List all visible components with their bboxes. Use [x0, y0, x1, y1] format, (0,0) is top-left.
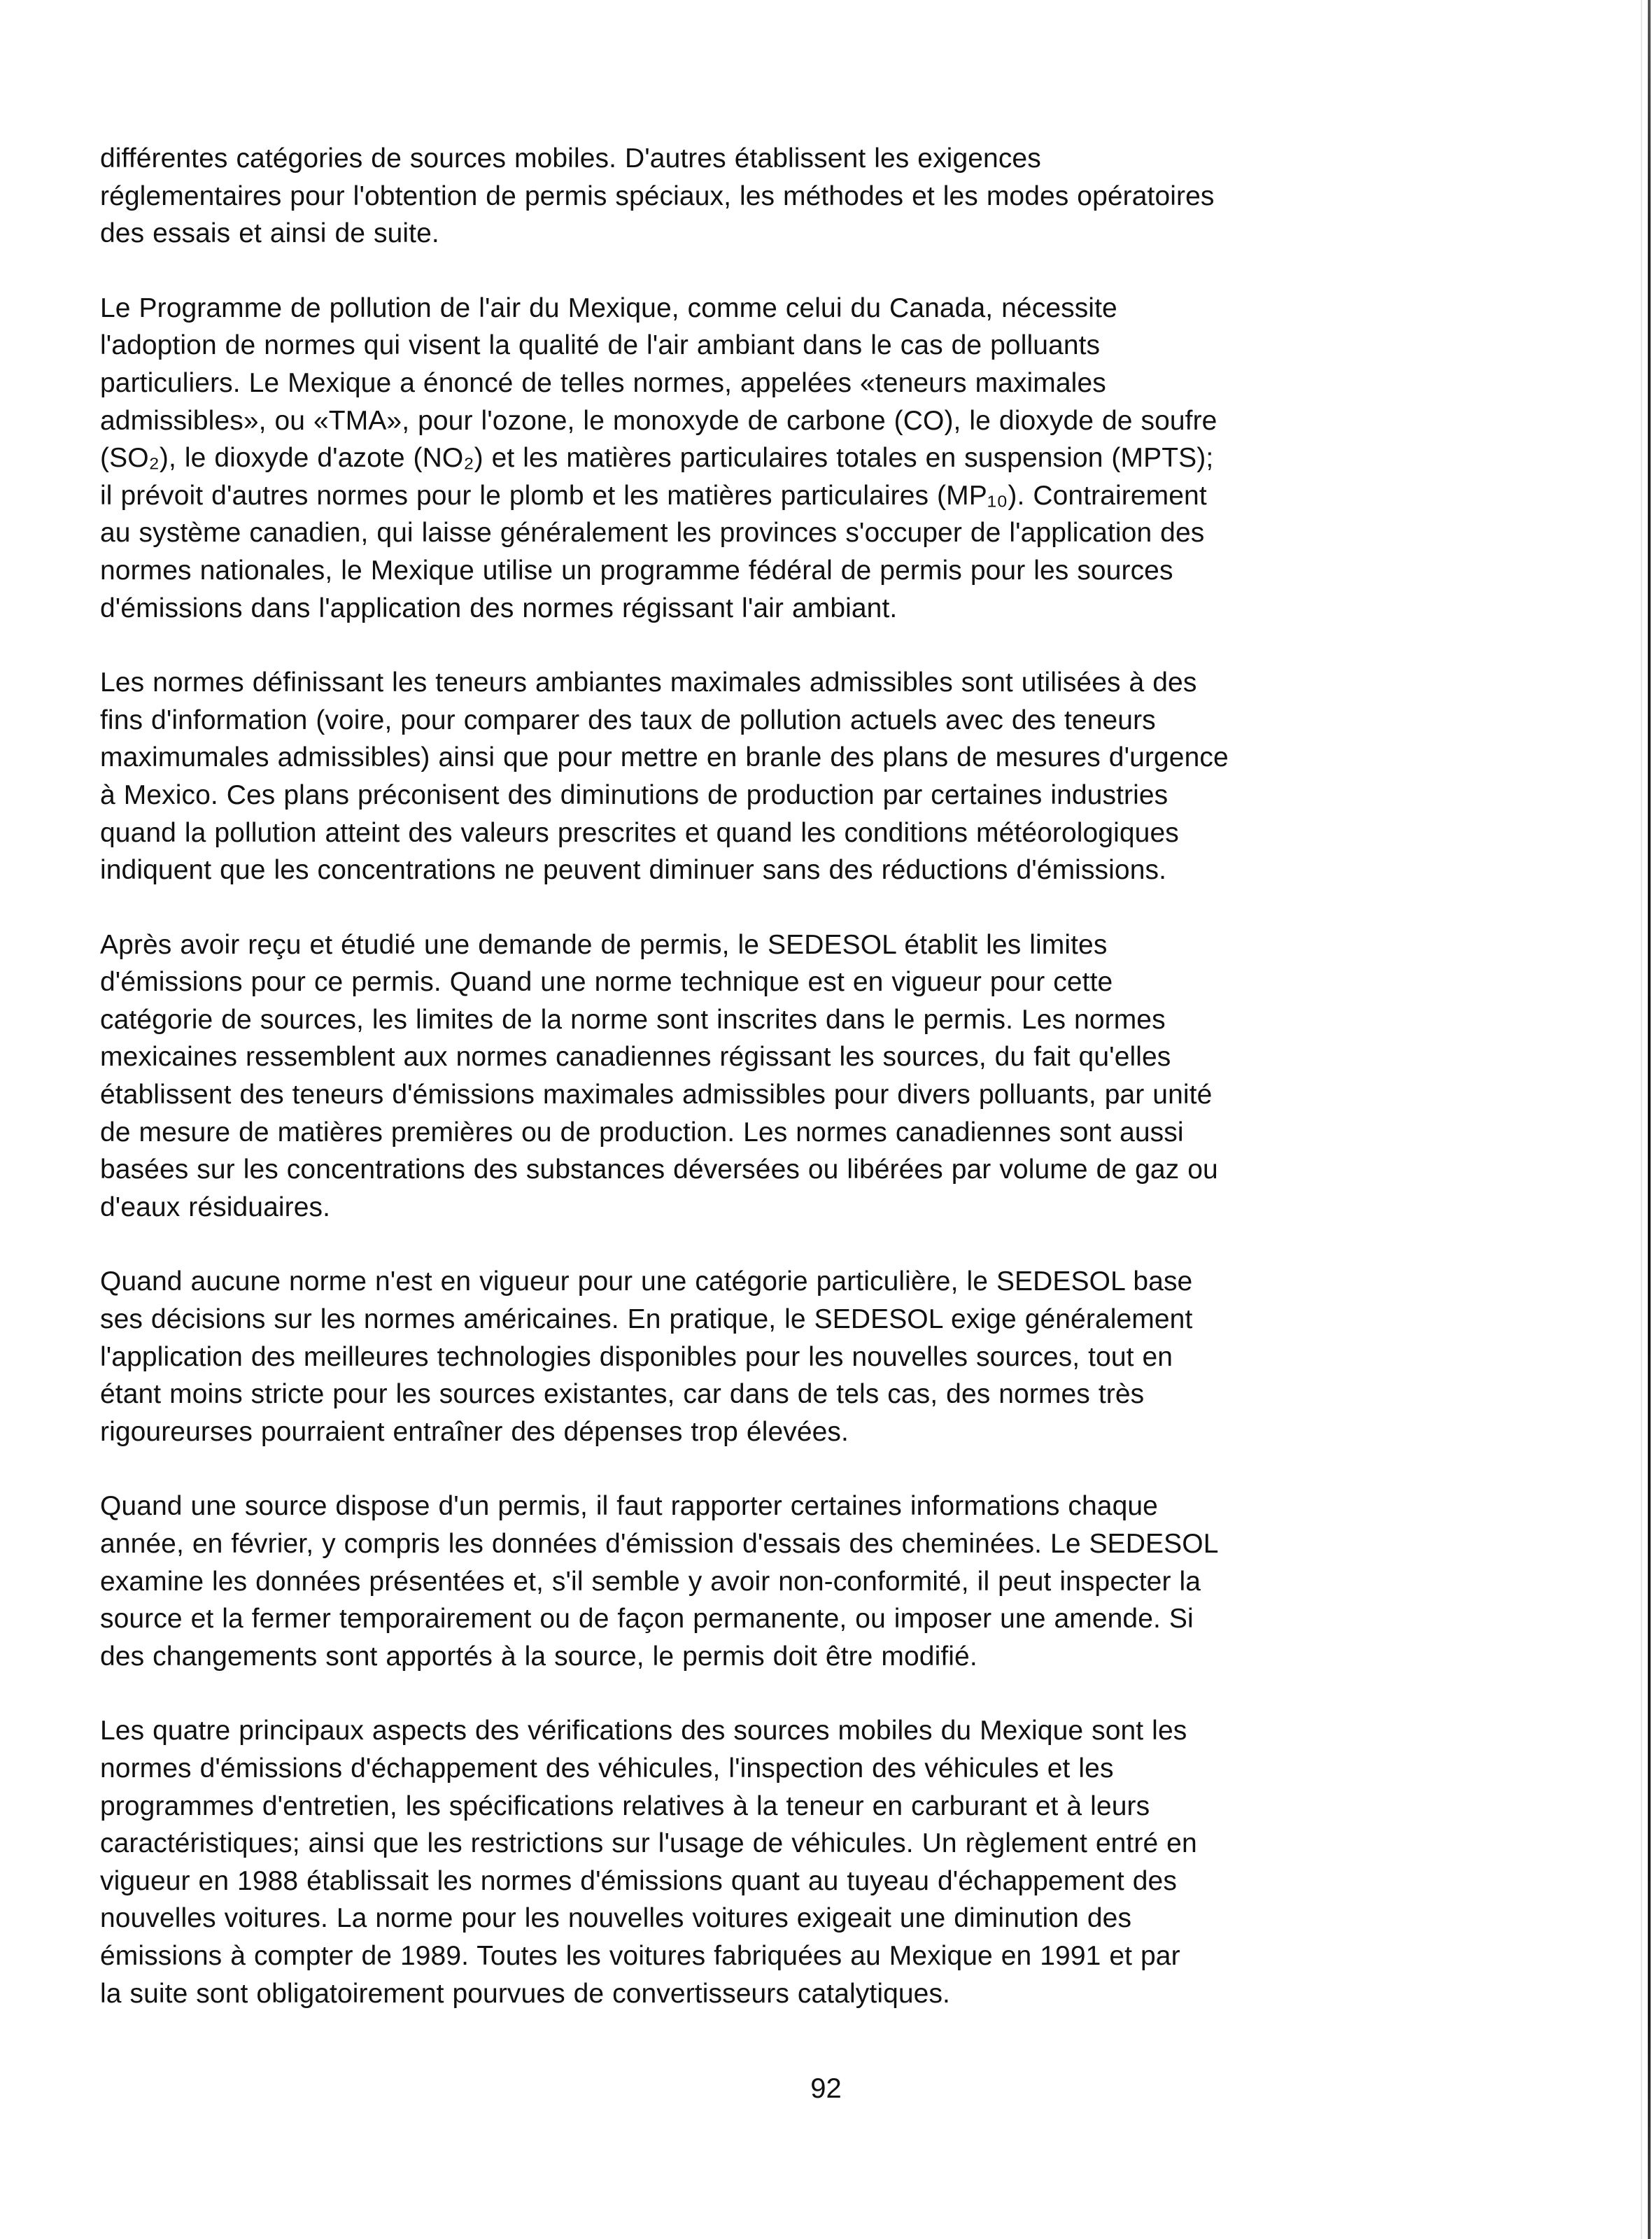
page-body: [100, 140, 1461, 2049]
paragraph-mobile-source-verification: [100, 1712, 1461, 2012]
text-line: normes d'émissions d'échappement des véhicules, l'inspection des véhicules et les: [100, 1753, 1114, 1784]
text-line: étant moins stricte pour les sources existantes, car dans de tels cas, des normes très: [100, 1379, 1145, 1410]
text-line: différentes catégories de sources mobiles. D'autres établissent les exigences: [100, 143, 1041, 174]
text-line: Quand une source dispose d'un permis, il faut rapporter certaines informations chaque: [100, 1491, 1158, 1522]
text-line: il prévoit d'autres normes pour le plomb et les matières particulaires (MP₁₀). Contrairement: [100, 480, 1207, 511]
text-line: année, en février, y compris les données d'émission d'essais des cheminées. Le SEDESOL: [100, 1529, 1219, 1559]
page-number: 92: [810, 2073, 842, 2104]
text-line: normes nationales, le Mexique utilise un programme fédéral de permis pour les sources: [100, 555, 1173, 586]
text-line: l'application des meilleures technologies disponibles pour les nouvelles sources, tout en: [100, 1341, 1173, 1372]
text-line: admissibles», ou «TMA», pour l'ozone, le monoxyde de carbone (CO), le dioxyde de soufre: [100, 405, 1217, 436]
text-line: caractéristiques; ainsi que les restrictions sur l'usage de véhicules. Un règlement entré en: [100, 1828, 1197, 1859]
text-line: émissions à compter de 1989. Toutes les voitures fabriquées au Mexique en 1991 et par: [100, 1940, 1180, 1971]
text-line: catégorie de sources, les limites de la norme sont inscrites dans le permis. Les normes: [100, 1004, 1166, 1035]
text-line: Les quatre principaux aspects des vérifications des sources mobiles du Mexique sont les: [100, 1716, 1187, 1746]
paragraph-air-pollution-program: [100, 290, 1461, 627]
text-line: rigoureurses pourraient entraîner des dépenses trop élevées.: [100, 1416, 849, 1447]
text-line: vigueur en 1988 établissait les normes d'émissions quant au tuyeau d'échappement des: [100, 1865, 1177, 1896]
text-line: mexicaines ressemblent aux normes canadiennes régissant les sources, du fait qu'elles: [100, 1042, 1171, 1073]
text-line: indiquent que les concentrations ne peuvent diminuer sans des réductions d'émissions.: [100, 855, 1167, 886]
text-line: (SO₂), le dioxyde d'azote (NO₂) et les matières particulaires totales en suspension (MPTS);: [100, 443, 1214, 474]
text-line: d'eaux résiduaires.: [100, 1192, 331, 1222]
text-line: Quand aucune norme n'est en vigueur pour une catégorie particulière, le SEDESOL base: [100, 1266, 1193, 1297]
text-line: source et la fermer temporairement ou de façon permanente, ou imposer une amende. Si: [100, 1604, 1194, 1634]
text-line: Le Programme de pollution de l'air du Mexique, comme celui du Canada, nécessite: [100, 292, 1117, 323]
paragraph-mobile-sources: [100, 140, 1461, 253]
text-line: des changements sont apportés à la source, le permis doit être modifié.: [100, 1641, 977, 1672]
text-line: à Mexico. Ces plans préconisent des diminutions de production par certaines industries: [100, 779, 1169, 810]
text-line: des essais et ainsi de suite.: [100, 218, 439, 249]
text-line: quand la pollution atteint des valeurs prescrites et quand les conditions météorologiques: [100, 817, 1179, 848]
text-line: programmes d'entretien, les spécifications relatives à la teneur en carburant et à leurs: [100, 1791, 1150, 1821]
paragraph-american-norms: [100, 1263, 1461, 1450]
paragraph-ambient-norms: [100, 664, 1461, 889]
text-line: fins d'information (voire, pour comparer des taux de pollution actuels avec des teneurs: [100, 705, 1156, 735]
text-line: examine les données présentées et, s'il semble y avoir non-conformité, il peut inspecter la: [100, 1566, 1201, 1597]
text-line: au système canadien, qui laisse généralement les provinces s'occuper de l'application des: [100, 518, 1205, 549]
text-line: nouvelles voitures. La norme pour les nouvelles voitures exigeait une diminution des: [100, 1903, 1132, 1934]
text-line: Après avoir reçu et étudié une demande de permis, le SEDESOL établit les limites: [100, 929, 1108, 960]
text-line: d'émissions dans l'application des normes régissant l'air ambiant.: [100, 593, 898, 623]
paragraph-annual-reporting: [100, 1488, 1461, 1675]
text-line: établissent des teneurs d'émissions maximales admissibles pour divers polluants, par unité: [100, 1080, 1213, 1110]
text-line: Les normes définissant les teneurs ambiantes maximales admissibles sont utilisées à des: [100, 668, 1197, 698]
scan-shadow: [1641, 0, 1642, 2239]
text-line: la suite sont obligatoirement pourvues de convertisseurs catalytiques.: [100, 1978, 950, 2009]
text-line: maximumales admissibles) ainsi que pour mettre en branle des plans de mesures d'urgence: [100, 742, 1229, 773]
text-line: basées sur les concentrations des substances déversées ou libérées par volume de gaz ou: [100, 1154, 1218, 1185]
text-line: particuliers. Le Mexique a énoncé de telles normes, appelées «teneurs maximales: [100, 367, 1106, 398]
paragraph-permit-limits: [100, 926, 1461, 1227]
scan-edge-border: [1648, 0, 1651, 2239]
text-line: réglementaires pour l'obtention de permis spéciaux, les méthodes et les modes opératoires: [100, 181, 1215, 211]
text-line: l'adoption de normes qui visent la qualité de l'air ambiant dans le cas de polluants: [100, 330, 1101, 361]
text-line: ses décisions sur les normes américaines. En pratique, le SEDESOL exige généralement: [100, 1304, 1193, 1335]
text-line: de mesure de matières premières ou de production. Les normes canadiennes sont aussi: [100, 1117, 1184, 1147]
text-line: d'émissions pour ce permis. Quand une norme technique est en vigueur pour cette: [100, 967, 1113, 998]
